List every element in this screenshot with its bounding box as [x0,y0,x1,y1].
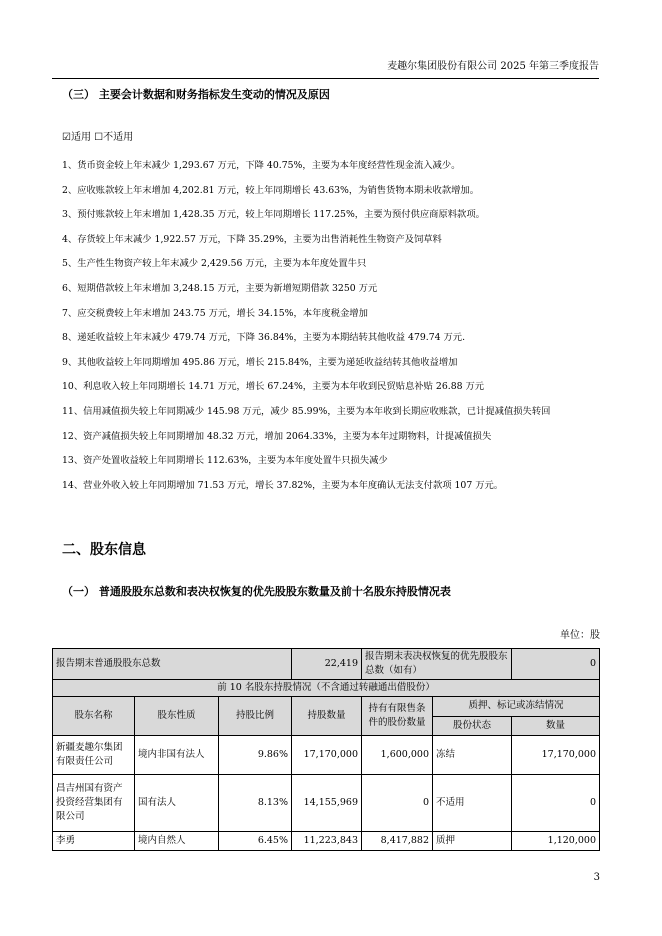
page-header: 麦趣尔集团股份有限公司 2025 年第三季度报告 [52,58,599,79]
unit-label: 单位：股 [560,630,600,641]
cell-restricted: 8,417,882 [362,832,433,851]
total-shareholders-row [53,649,600,680]
header-qty: 持股数量 [292,697,362,736]
list-item: 7、应交税费较上年末增加 243.75 万元，增长 34.15%，本年度税金增加 [62,307,368,319]
list-item: 13、资产处置收益较上年同期增长 112.63%，主要为本年度处置牛只损失减少 [62,455,388,467]
cell-amount: 1,120,000 [512,832,600,851]
cell-nature: 国有法人 [135,775,219,832]
cell-name: 昌吉州国有资产投资经营集团有限公司 [53,775,135,832]
cell-status: 不适用 [433,775,512,832]
header-restricted: 持有有限售条件的股份数量 [362,697,433,736]
page-number: 3 [593,872,600,883]
table-row [53,832,600,851]
cell-ratio: 8.13% [219,775,292,832]
preferred-shareholders-value: 0 [512,649,600,680]
cell-status: 冻结 [433,736,512,775]
list-item: 2、应收账款较上年末增加 4,202.81 万元，较上年同期增长 43.63%，为销售货物本期未收款增加。 [62,184,480,196]
top10-title: 前 10 名股东持股情况（不含通过转融通出借股份） [53,680,600,697]
cell-restricted: 0 [362,775,433,832]
header-name: 股东名称 [53,697,135,736]
cell-name: 新疆麦趣尔集团有限责任公司 [53,736,135,775]
applicable-checkbox-line: ☑适用 ☐不适用 [62,132,134,143]
cell-ratio: 9.86% [219,736,292,775]
subsection-1-title: （一） 普通股股东总数和表决权恢复的优先股股东数量及前十名股东持股情况表 [62,585,451,598]
section-2-title: 二、股东信息 [62,542,146,558]
total-shareholders-label: 报告期末普通股股东总数 [53,649,292,680]
header-ratio: 持股比例 [219,697,292,736]
cell-qty: 14,155,969 [292,775,362,832]
table-row [53,736,600,775]
top10-title-row [53,680,600,697]
preferred-shareholders-label: 报告期末表决权恢复的优先股股东总数（如有） [362,649,512,680]
cell-ratio: 6.45% [219,832,292,851]
list-item: 6、短期借款较上年末增加 3,248.15 万元，主要为新增短期借款 3250 万元 [62,282,378,294]
list-item: 14、营业外收入较上年同期增加 71.53 万元，增长 37.82%，主要为本年度确认无法支付款项 107 万元。 [62,479,504,491]
list-item: 8、递延收益较上年末减少 479.74 万元，下降 36.84%，主要为本期结转其他收益 479.74 万元. [62,332,466,344]
table-row [53,775,600,832]
list-item: 4、存货较上年末减少 1,922.57 万元，下降 35.29%，主要为出售消耗性生物资产及饲草料 [62,233,442,245]
header-status: 股份状态 [433,716,512,736]
list-item: 10、利息收入较上年同期增长 14.71 万元，增长 67.24%，主要为本年收到民贸贴息补贴 26.88 万元 [62,381,485,393]
cell-nature: 境内非国有法人 [135,736,219,775]
cell-amount: 0 [512,775,600,832]
header-nature: 股东性质 [135,697,219,736]
change-reasons-list [62,154,622,498]
cell-qty: 11,223,843 [292,832,362,851]
list-item: 5、生产性生物资产较上年末减少 2,429.56 万元，主要为本年度处置牛只 [62,258,367,270]
cell-restricted: 1,600,000 [362,736,433,775]
header-pledge: 质押、标记或冻结情况 [433,697,600,717]
list-item: 11、信用减值损失较上年同期减少 145.98 万元，减少 85.99%，主要为本年收到长期应收账款，已计提减值损失转回 [62,405,551,417]
header-amount: 数量 [512,716,600,736]
list-item: 9、其他收益较上年同期增加 495.86 万元，增长 215.84%，主要为递延收益结转其他收益增加 [62,356,458,368]
cell-nature: 境内自然人 [135,832,219,851]
list-item: 1、货币资金较上年末减少 1,293.67 万元，下降 40.75%，主要为本年度经营性现金流入减少。 [62,160,461,171]
shareholder-table [52,648,600,851]
cell-name: 李勇 [53,832,135,851]
total-shareholders-value: 22,419 [292,649,362,680]
cell-qty: 17,170,000 [292,736,362,775]
cell-amount: 17,170,000 [512,736,600,775]
table-header-row [53,697,600,717]
list-item: 3、预付账款较上年末增加 1,428.35 万元，较上年同期增长 117.25%，主要为预付供应商原料款项。 [62,209,485,221]
cell-status: 质押 [433,832,512,851]
list-item: 12、资产减值损失较上年同期增加 48.32 万元，增加 2064.33%，主要为本年过期物料，计提减值损失 [62,430,492,442]
section-3-title: （三） 主要会计数据和财务指标发生变动的情况及原因 [62,88,330,101]
